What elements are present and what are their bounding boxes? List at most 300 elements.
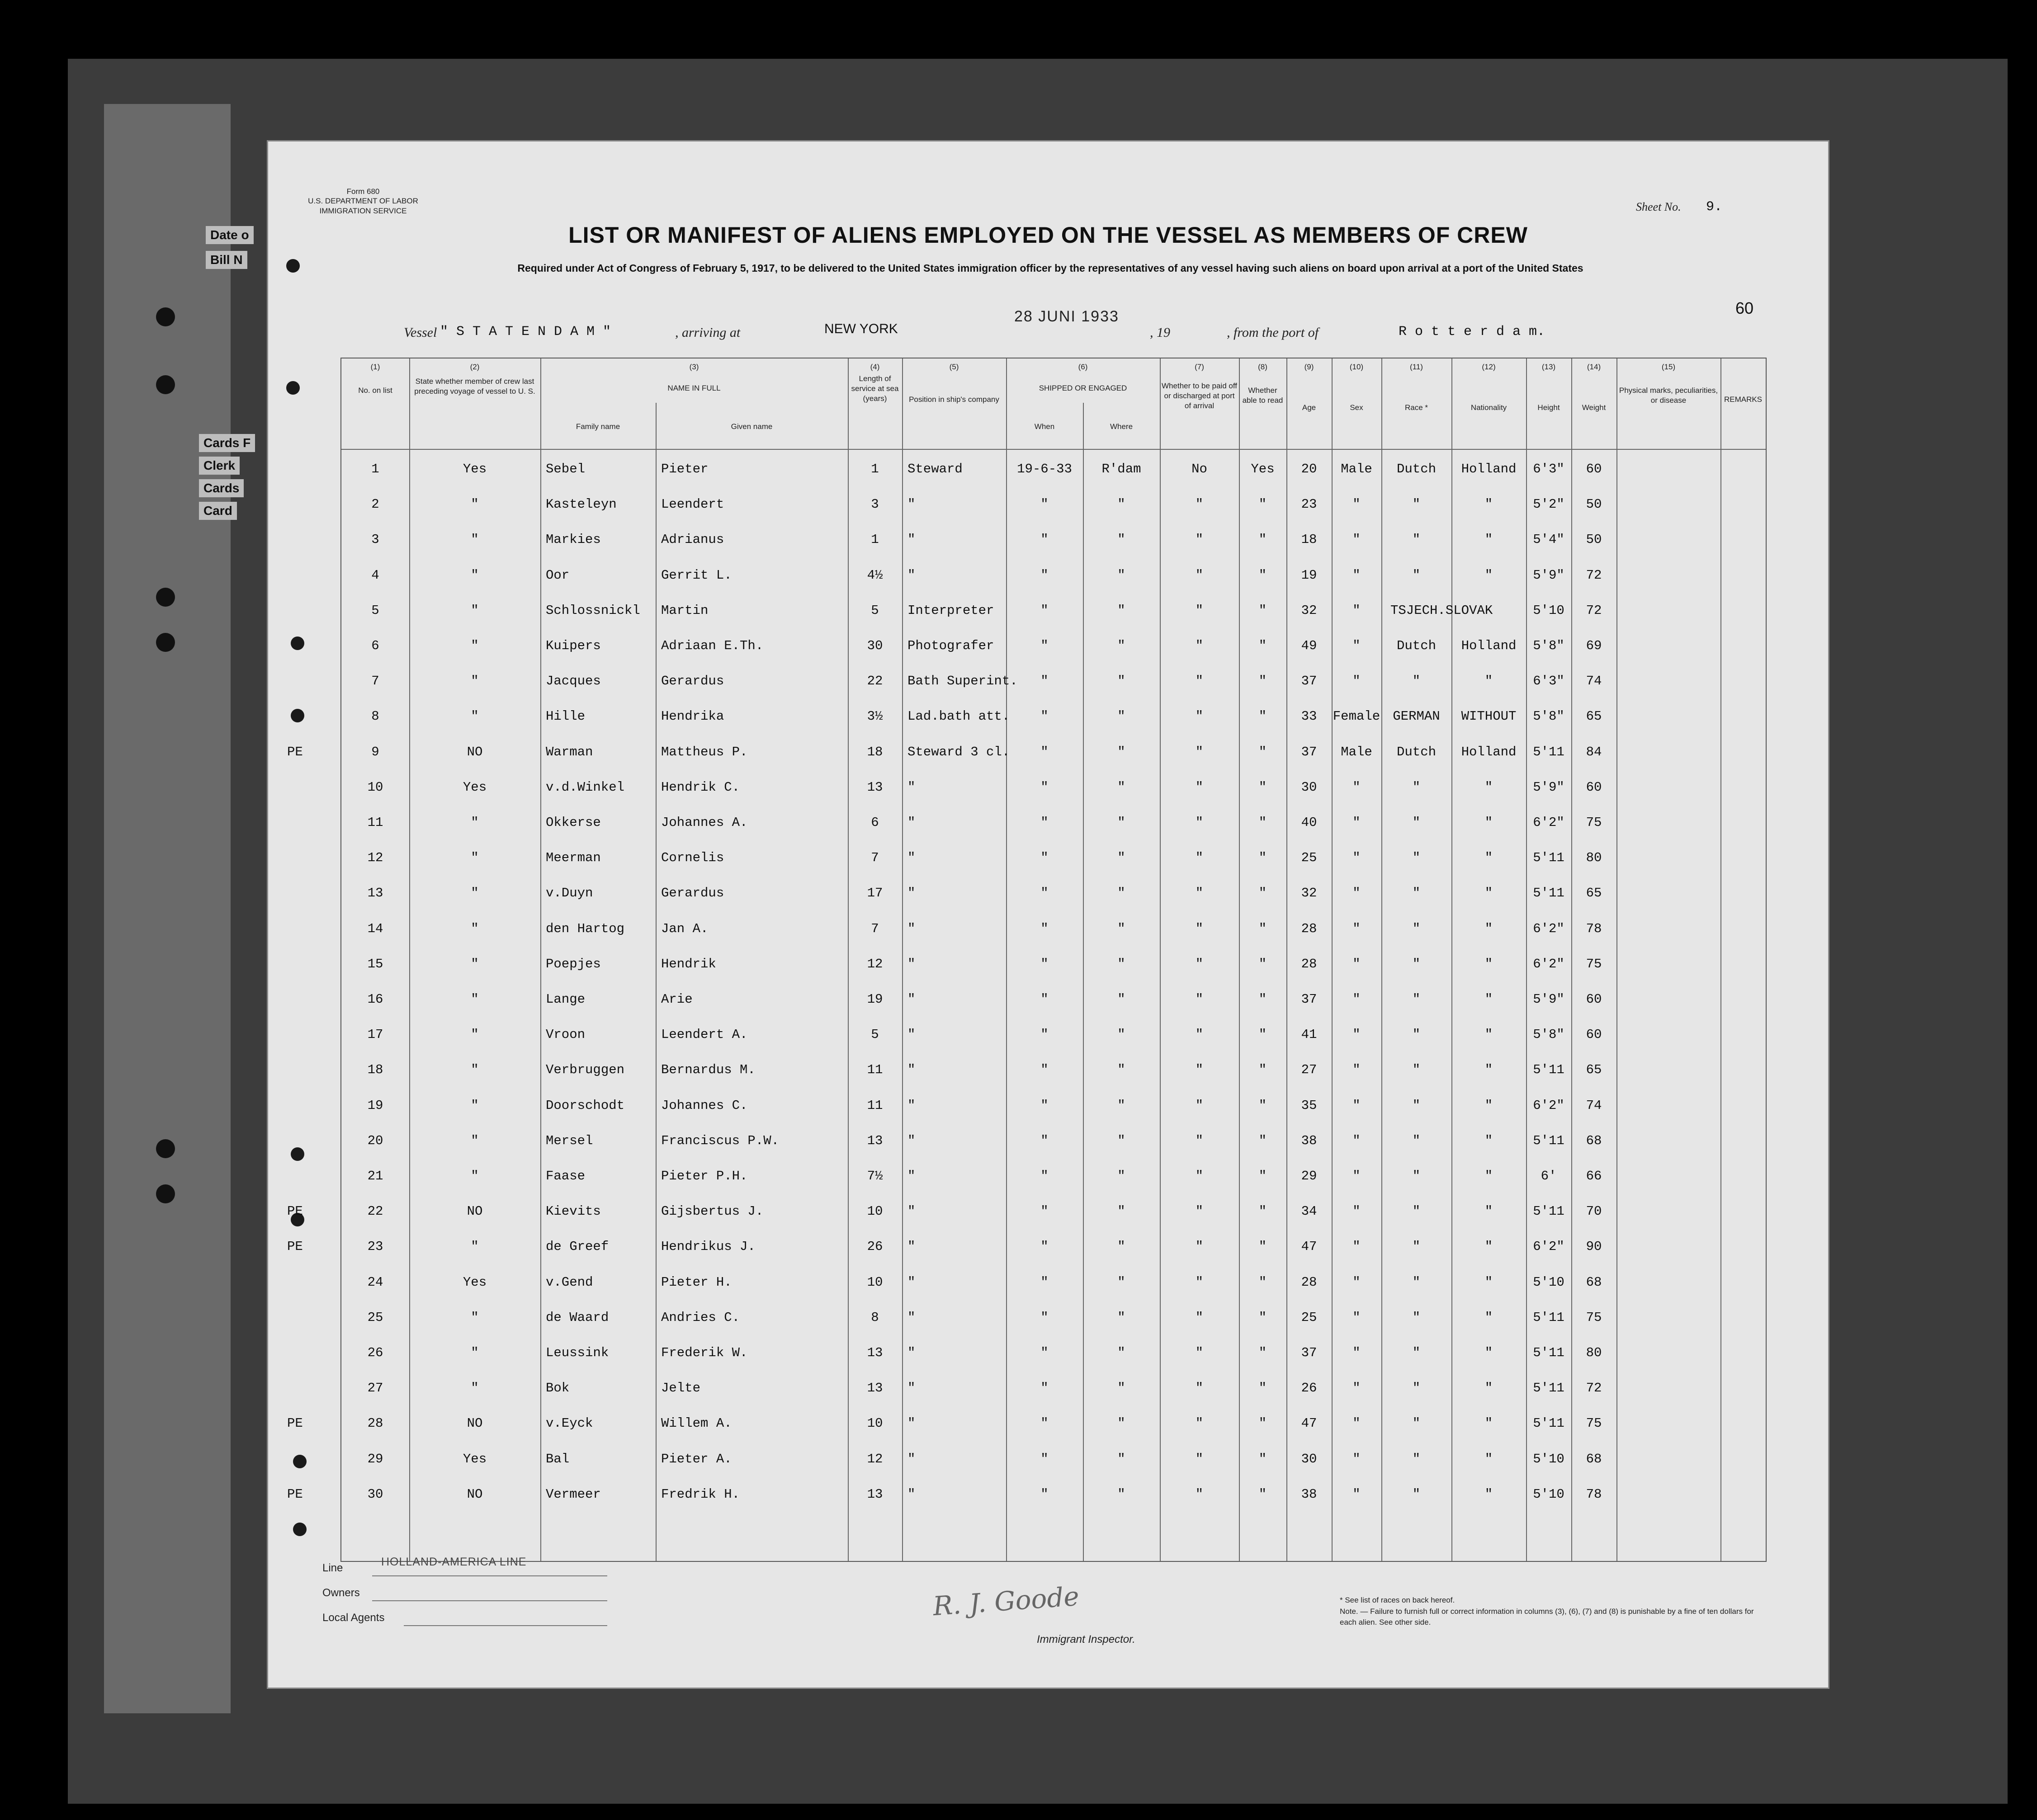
cell-age: 29 — [1301, 1169, 1317, 1183]
cell-position: " — [907, 1239, 916, 1254]
vessel-name: " S T A T E N D A M " — [440, 324, 611, 339]
cell-weight: 74 — [1586, 674, 1602, 688]
cell-read: " — [1258, 1452, 1267, 1466]
cell-state: " — [471, 957, 479, 971]
cell-sex: " — [1352, 1416, 1361, 1431]
cell-read: " — [1258, 957, 1267, 971]
table-row — [287, 1239, 1766, 1257]
cell-weight: 90 — [1586, 1239, 1602, 1254]
cell-read: " — [1258, 568, 1267, 583]
table-row — [341, 568, 1766, 586]
footnote-penalty: Note. — Failure to furnish full or correct information in columns (3), (6), (7) and (8) is punishable by a fine of ten dollars for each alien. See other side. — [1340, 1607, 1754, 1627]
cell-state: " — [471, 1169, 479, 1183]
col-race: Race * — [1404, 403, 1428, 412]
cell-no: 30 — [367, 1487, 383, 1502]
cell-paid: " — [1195, 1098, 1204, 1113]
cell-family: Warman — [546, 745, 593, 759]
col-physical: Physical marks, peculiarities, or disease — [1619, 386, 1718, 405]
cell-family: Faase — [546, 1169, 586, 1183]
cell-where: " — [1117, 1310, 1125, 1325]
col-num-13: (13) — [1541, 363, 1556, 371]
col-sex: Sex — [1350, 403, 1363, 412]
cell-height: 5'11 — [1533, 745, 1564, 759]
cell-years: 13 — [867, 1133, 883, 1148]
cell-years: 17 — [867, 886, 883, 901]
cell-weight: 68 — [1586, 1275, 1602, 1290]
date-stamp: 28 JUNI 1933 — [1014, 308, 1119, 325]
cell-given: Pieter P.H. — [661, 1169, 748, 1183]
cell-read: " — [1258, 1098, 1267, 1113]
cell-where: " — [1117, 638, 1125, 653]
cell-years: 22 — [867, 674, 883, 688]
cell-family: Markies — [546, 532, 601, 547]
binder-inner-page — [104, 104, 231, 1713]
cell-when: " — [1040, 957, 1049, 971]
form-department: U.S. DEPARTMENT OF LABOR — [308, 197, 418, 206]
cell-years: 1 — [871, 532, 879, 547]
cell-when: " — [1040, 1027, 1049, 1042]
cell-paid: " — [1195, 568, 1204, 583]
cell-nat: " — [1484, 1452, 1493, 1466]
cell-years: 13 — [867, 1487, 883, 1502]
cell-given: Jelte — [661, 1381, 701, 1396]
cell-no: 2 — [371, 497, 379, 512]
cell-read: " — [1258, 1133, 1267, 1148]
col-weight: Weight — [1582, 403, 1606, 412]
cell-race: " — [1412, 1452, 1421, 1466]
inspector-label: Immigrant Inspector. — [1037, 1633, 1135, 1646]
cell-race: Dutch — [1396, 462, 1436, 476]
cell-where: " — [1117, 921, 1125, 936]
cell-when: " — [1040, 1169, 1049, 1183]
cell-paid: " — [1195, 638, 1204, 653]
line-value: HOLLAND-AMERICA LINE — [381, 1556, 527, 1568]
cell-given: Gerardus — [661, 674, 724, 688]
cell-age: 26 — [1301, 1381, 1317, 1396]
cell-no: 7 — [371, 674, 379, 688]
cell-weight: 78 — [1586, 921, 1602, 936]
pe-mark: PE — [287, 1416, 303, 1431]
cell-height: 5'11 — [1533, 1133, 1564, 1148]
cell-when: " — [1040, 745, 1049, 759]
cell-nat: " — [1484, 957, 1493, 971]
cell-sex: " — [1352, 1204, 1361, 1219]
cell-race: " — [1412, 850, 1421, 865]
cell-weight: 75 — [1586, 1416, 1602, 1431]
cell-position: " — [907, 1310, 916, 1325]
cell-height: 6'2" — [1533, 957, 1564, 971]
cell-when: " — [1040, 1310, 1049, 1325]
cell-paid: " — [1195, 674, 1204, 688]
cell-race: TSJECH.SLOVAK — [1390, 603, 1493, 618]
table-row — [341, 921, 1766, 939]
agents-rule — [404, 1625, 607, 1626]
cell-weight: 72 — [1586, 1381, 1602, 1396]
col-given-name: Given name — [731, 422, 773, 431]
cell-when: 19-6-33 — [1017, 462, 1072, 476]
cell-state: " — [471, 709, 479, 724]
table-row — [287, 1204, 1766, 1222]
cell-no: 22 — [367, 1204, 383, 1219]
table-row — [287, 745, 1766, 763]
cell-no: 16 — [367, 992, 383, 1007]
col-nationality: Nationality — [1470, 403, 1507, 412]
cell-race: " — [1412, 1487, 1421, 1502]
cell-years: 5 — [871, 1027, 879, 1042]
crew-table — [287, 358, 1767, 1562]
cell-read: " — [1258, 1204, 1267, 1219]
table-row — [341, 1345, 1766, 1363]
cell-when: " — [1040, 1133, 1049, 1148]
cell-nat: " — [1484, 921, 1493, 936]
col-height: Height — [1537, 403, 1560, 412]
cell-state: " — [471, 1310, 479, 1325]
cell-race: " — [1412, 1381, 1421, 1396]
table-row — [341, 462, 1766, 480]
table-row — [341, 709, 1766, 727]
cell-position: Photografer — [907, 638, 994, 653]
cell-position: " — [907, 1487, 916, 1502]
form-service: IMMIGRATION SERVICE — [319, 206, 407, 215]
col-num-2: (2) — [470, 363, 480, 371]
cell-age: 40 — [1301, 815, 1317, 830]
pe-mark: PE — [287, 1487, 303, 1502]
stub-cards-2: Cards — [199, 479, 244, 497]
table-row — [341, 1098, 1766, 1116]
cell-no: 1 — [371, 462, 379, 476]
table-row — [341, 1169, 1766, 1187]
cell-where: " — [1117, 1169, 1125, 1183]
cell-race: " — [1412, 1204, 1421, 1219]
cell-when: " — [1040, 709, 1049, 724]
cell-given: Martin — [661, 603, 709, 618]
cell-position: " — [907, 1381, 916, 1396]
page-number: 60 — [1735, 299, 1754, 317]
cell-position: " — [907, 815, 916, 830]
cell-family: Lange — [546, 992, 586, 1007]
cell-read: " — [1258, 1416, 1267, 1431]
cell-height: 5'10 — [1533, 1275, 1564, 1290]
cell-position: " — [907, 1133, 916, 1148]
cell-no: 4 — [371, 568, 379, 583]
cell-state: " — [471, 1381, 479, 1396]
cell-given: Jan A. — [661, 921, 709, 936]
cell-weight: 68 — [1586, 1133, 1602, 1148]
cell-race: " — [1412, 1027, 1421, 1042]
cell-years: 19 — [867, 992, 883, 1007]
cell-nat: " — [1484, 497, 1493, 512]
cell-read: " — [1258, 1027, 1267, 1042]
arrival-port: NEW YORK — [824, 321, 898, 336]
cell-weight: 66 — [1586, 1169, 1602, 1183]
cell-when: " — [1040, 603, 1049, 618]
cell-race: " — [1412, 815, 1421, 830]
cell-position: " — [907, 780, 916, 795]
cell-race: " — [1412, 1062, 1421, 1077]
cell-given: Johannes C. — [661, 1098, 748, 1113]
cell-position: Interpreter — [907, 603, 994, 618]
cell-height: 5'4" — [1533, 532, 1564, 547]
cell-sex: " — [1352, 1275, 1361, 1290]
cell-height: 6'3" — [1533, 462, 1564, 476]
year-label: , 19 — [1150, 325, 1170, 340]
cell-nat: Holland — [1461, 638, 1517, 653]
cell-when: " — [1040, 1098, 1049, 1113]
cell-family: Poepjes — [546, 957, 601, 971]
cell-sex: " — [1352, 532, 1361, 547]
cell-where: " — [1117, 674, 1125, 688]
cell-weight: 78 — [1586, 1487, 1602, 1502]
cell-given: Willem A. — [661, 1416, 732, 1431]
col-num-9: (9) — [1304, 363, 1314, 371]
cell-age: 49 — [1301, 638, 1317, 653]
cell-nat: " — [1484, 1239, 1493, 1254]
cell-sex: " — [1352, 1345, 1361, 1360]
cell-no: 27 — [367, 1381, 383, 1396]
arriving-label: , arriving at — [675, 325, 741, 340]
cell-where: " — [1117, 1487, 1125, 1502]
cell-age: 47 — [1301, 1239, 1317, 1254]
cell-given: Cornelis — [661, 850, 724, 865]
cell-height: 5'8" — [1533, 709, 1564, 724]
cell-age: 28 — [1301, 957, 1317, 971]
cell-height: 5'11 — [1533, 1204, 1564, 1219]
cell-when: " — [1040, 674, 1049, 688]
cell-given: Hendrik — [661, 957, 716, 971]
cell-height: 5'8" — [1533, 1027, 1564, 1042]
cell-family: Hille — [546, 709, 586, 724]
col-where: Where — [1110, 422, 1133, 431]
cell-weight: 65 — [1586, 1062, 1602, 1077]
footnote — [1340, 1595, 1765, 1628]
cell-sex: " — [1352, 957, 1361, 971]
cell-when: " — [1040, 1239, 1049, 1254]
cell-family: Kuipers — [546, 638, 601, 653]
table-row — [341, 532, 1766, 550]
cell-state: " — [471, 1133, 479, 1148]
punch-hole — [156, 1139, 175, 1158]
cell-when: " — [1040, 532, 1049, 547]
cell-position: " — [907, 1169, 916, 1183]
cell-when: " — [1040, 497, 1049, 512]
cell-family: Verbruggen — [546, 1062, 625, 1077]
cell-read: " — [1258, 886, 1267, 901]
col-num-4: (4) — [870, 363, 880, 371]
cell-race: " — [1412, 921, 1421, 936]
cell-state: " — [471, 886, 479, 901]
cell-sex: " — [1352, 638, 1361, 653]
punch-hole — [156, 307, 175, 326]
cell-age: 38 — [1301, 1133, 1317, 1148]
cell-sex: " — [1352, 780, 1361, 795]
cell-where: " — [1117, 497, 1125, 512]
cell-sex: " — [1352, 1169, 1361, 1183]
table-row — [341, 850, 1766, 868]
cell-given: Bernardus M. — [661, 1062, 756, 1077]
cell-height: 5'9" — [1533, 780, 1564, 795]
cell-where: " — [1117, 850, 1125, 865]
cell-paid: " — [1195, 850, 1204, 865]
cell-state: " — [471, 921, 479, 936]
cell-position: Bath Superint. — [907, 674, 1018, 688]
punch-hole — [156, 588, 175, 607]
cell-age: 18 — [1301, 532, 1317, 547]
cell-paid: " — [1195, 1239, 1204, 1254]
cell-given: Pieter H. — [661, 1275, 732, 1290]
cell-state: " — [471, 1098, 479, 1113]
cell-years: 11 — [867, 1062, 883, 1077]
pe-mark: PE — [287, 1204, 303, 1219]
cell-where: " — [1117, 1133, 1125, 1148]
cell-paid: " — [1195, 921, 1204, 936]
cell-years: 11 — [867, 1098, 883, 1113]
cell-years: 7 — [871, 921, 879, 936]
cell-family: v.Duyn — [546, 886, 593, 901]
cell-position: " — [907, 532, 916, 547]
cell-where: " — [1117, 1062, 1125, 1077]
stub-bill: Bill N — [206, 251, 247, 269]
table-row — [341, 992, 1766, 1010]
col-shipped: SHIPPED OR ENGAGED — [1039, 384, 1127, 392]
cell-race: " — [1412, 886, 1421, 901]
manifest-sheet — [267, 140, 1829, 1689]
cell-given: Frederik W. — [661, 1345, 748, 1360]
cell-race: GERMAN — [1393, 709, 1440, 724]
cell-no: 11 — [367, 815, 383, 830]
cell-family: Vermeer — [546, 1487, 601, 1502]
cell-when: " — [1040, 1381, 1049, 1396]
cell-weight: 70 — [1586, 1204, 1602, 1219]
col-num-14: (14) — [1587, 363, 1601, 371]
cell-years: 5 — [871, 603, 879, 618]
cell-state: " — [471, 674, 479, 688]
cell-where: " — [1117, 1345, 1125, 1360]
cell-height: 5'11 — [1533, 886, 1564, 901]
cell-sex: Male — [1341, 745, 1372, 759]
cell-given: Hendrik C. — [661, 780, 740, 795]
cell-family: Bal — [546, 1452, 570, 1466]
cell-paid: " — [1195, 1062, 1204, 1077]
cell-read: " — [1258, 992, 1267, 1007]
cell-race: " — [1412, 1416, 1421, 1431]
col-state-crew: State whether member of crew last preceding voyage of vessel to U. S. — [414, 377, 535, 396]
cell-paid: " — [1195, 780, 1204, 795]
col-num-7: (7) — [1195, 363, 1204, 371]
cell-position: " — [907, 957, 916, 971]
cell-height: 5'9" — [1533, 568, 1564, 583]
cell-weight: 68 — [1586, 1452, 1602, 1466]
cell-family: Kasteleyn — [546, 497, 617, 512]
cell-years: 6 — [871, 815, 879, 830]
cell-age: 34 — [1301, 1204, 1317, 1219]
cell-sex: " — [1352, 1310, 1361, 1325]
cell-height: 5'11 — [1533, 1381, 1564, 1396]
cell-read: " — [1258, 1487, 1267, 1502]
cell-no: 21 — [367, 1169, 383, 1183]
cell-years: 10 — [867, 1416, 883, 1431]
cell-age: 28 — [1301, 1275, 1317, 1290]
cell-nat: " — [1484, 1169, 1493, 1183]
col-num-11: (11) — [1410, 363, 1423, 371]
col-age: Age — [1302, 403, 1316, 412]
cell-where: " — [1117, 1204, 1125, 1219]
cell-family: de Waard — [546, 1310, 609, 1325]
cell-where: " — [1117, 815, 1125, 830]
cell-where: " — [1117, 1452, 1125, 1466]
cell-paid: " — [1195, 1027, 1204, 1042]
cell-weight: 72 — [1586, 603, 1602, 618]
cell-race: " — [1412, 992, 1421, 1007]
cell-height: 5'10 — [1533, 603, 1564, 618]
cell-nat: " — [1484, 992, 1493, 1007]
cell-years: 13 — [867, 1381, 883, 1396]
cell-read: " — [1258, 1169, 1267, 1183]
cell-no: 15 — [367, 957, 383, 971]
table-row — [341, 1310, 1766, 1328]
table-row — [341, 674, 1766, 692]
cell-no: 13 — [367, 886, 383, 901]
cell-position: " — [907, 1098, 916, 1113]
cell-given: Andries C. — [661, 1310, 740, 1325]
table-row — [341, 815, 1766, 833]
cell-paid: " — [1195, 957, 1204, 971]
cell-position: " — [907, 921, 916, 936]
cell-read: " — [1258, 815, 1267, 830]
cell-weight: 75 — [1586, 957, 1602, 971]
table-row — [341, 603, 1766, 621]
cell-read: " — [1258, 603, 1267, 618]
cell-when: " — [1040, 568, 1049, 583]
cell-given: Pieter A. — [661, 1452, 732, 1466]
cell-read: " — [1258, 532, 1267, 547]
cell-height: 6'2" — [1533, 815, 1564, 830]
cell-age: 47 — [1301, 1416, 1317, 1431]
cell-state: Yes — [463, 780, 487, 795]
cell-years: 13 — [867, 1345, 883, 1360]
cell-state: " — [471, 1345, 479, 1360]
from-label: , from the port of — [1227, 325, 1319, 340]
cell-no: 23 — [367, 1239, 383, 1254]
cell-no: 9 — [371, 745, 379, 759]
col-position: Position in ship's company — [909, 395, 999, 404]
cell-given: Leendert A. — [661, 1027, 748, 1042]
punch-hole — [291, 709, 304, 722]
cell-read: " — [1258, 1062, 1267, 1077]
cell-age: 27 — [1301, 1062, 1317, 1077]
col-length-service: Length of service at sea (years) — [851, 374, 899, 403]
cell-given: Arie — [661, 992, 693, 1007]
cell-weight: 65 — [1586, 709, 1602, 724]
cell-paid: " — [1195, 709, 1204, 724]
cell-race: " — [1412, 1310, 1421, 1325]
cell-race: " — [1412, 674, 1421, 688]
cell-no: 25 — [367, 1310, 383, 1325]
cell-position: " — [907, 568, 916, 583]
cell-state: " — [471, 1239, 479, 1254]
cell-no: 18 — [367, 1062, 383, 1077]
cell-position: " — [907, 1204, 916, 1219]
col-family-name: Family name — [576, 422, 620, 431]
cell-where: " — [1117, 1098, 1125, 1113]
cell-age: 37 — [1301, 745, 1317, 759]
cell-when: " — [1040, 1452, 1049, 1466]
cell-no: 5 — [371, 603, 379, 618]
cell-sex: " — [1352, 1239, 1361, 1254]
cell-years: 4½ — [867, 568, 883, 583]
cell-weight: 60 — [1586, 1027, 1602, 1042]
cell-given: Pieter — [661, 462, 709, 476]
cell-years: 3 — [871, 497, 879, 512]
